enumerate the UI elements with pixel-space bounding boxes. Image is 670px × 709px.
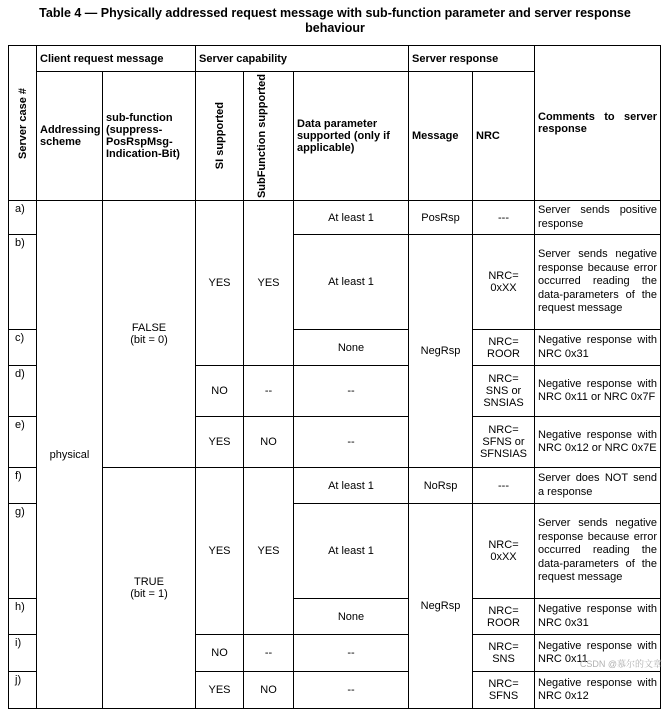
- table-row: [9, 201, 661, 235]
- data-cell: None: [294, 599, 409, 635]
- comment-cell: Server sends positive response: [535, 201, 661, 235]
- header-si-supported: SI supported: [196, 72, 244, 201]
- si-cell: YES: [196, 417, 244, 468]
- comment-cell: Negative response with NRC 0x31: [535, 330, 661, 366]
- data-cell: --: [294, 635, 409, 672]
- addressing-cell: physical: [37, 201, 103, 709]
- case-cell: i): [9, 635, 37, 672]
- comment-cell: Negative response with NRC 0x11: [535, 635, 661, 672]
- case-cell: c): [9, 330, 37, 366]
- message-cell: NegRsp: [409, 504, 473, 709]
- nrc-cell: NRC= SNS: [473, 635, 535, 672]
- case-cell: d): [9, 366, 37, 417]
- si-cell: YES: [196, 672, 244, 709]
- header-addressing: Addressing scheme: [37, 72, 103, 201]
- case-cell: e): [9, 417, 37, 468]
- response-behaviour-table: [8, 45, 661, 709]
- header-client-request: Client request message: [37, 46, 196, 72]
- case-cell: h): [9, 599, 37, 635]
- watermark: CSDN @慕尔的文章: [580, 657, 662, 670]
- sf-cell: YES: [244, 201, 294, 366]
- case-cell: f): [9, 468, 37, 504]
- case-cell: g): [9, 504, 37, 599]
- data-cell: At least 1: [294, 468, 409, 504]
- header-message: Message: [409, 72, 473, 201]
- nrc-cell: NRC= 0xXX: [473, 235, 535, 330]
- subfunction-true-cell: TRUE (bit = 1): [103, 468, 196, 709]
- sf-cell: YES: [244, 468, 294, 635]
- header-subfunction-supported: SubFunction supported: [244, 72, 294, 201]
- comment-cell: Server does NOT send a response: [535, 468, 661, 504]
- nrc-cell: ---: [473, 201, 535, 235]
- header-server-case: Server case #: [9, 46, 37, 201]
- data-cell: At least 1: [294, 504, 409, 599]
- comment-cell: Negative response with NRC 0x11 or NRC 0x7F: [535, 366, 661, 417]
- subfunction-false-cell: FALSE (bit = 0): [103, 201, 196, 468]
- nrc-cell: NRC= SNS or SNSIAS: [473, 366, 535, 417]
- message-cell: NoRsp: [409, 468, 473, 504]
- si-cell: NO: [196, 366, 244, 417]
- header-server-response: Server response: [409, 46, 535, 72]
- data-cell: --: [294, 366, 409, 417]
- data-cell: --: [294, 672, 409, 709]
- sf-cell: NO: [244, 672, 294, 709]
- nrc-cell: NRC= SFNS: [473, 672, 535, 709]
- sf-cell: --: [244, 366, 294, 417]
- comment-cell: Server sends negative response because error occurred reading the data-parameters of the request message: [535, 235, 661, 330]
- data-cell: None: [294, 330, 409, 366]
- data-cell: At least 1: [294, 201, 409, 235]
- case-cell: a): [9, 201, 37, 235]
- comment-cell: Negative response with NRC 0x31: [535, 599, 661, 635]
- nrc-cell: NRC= ROOR: [473, 599, 535, 635]
- table-title-line2: behaviour: [0, 21, 670, 36]
- table-title: [0, 6, 670, 36]
- header-server-capability: Server capability: [196, 46, 409, 72]
- header-data-parameter: Data parameter supported (only if applicable): [294, 72, 409, 201]
- header-nrc: NRC: [473, 72, 535, 201]
- comment-cell: Negative response with NRC 0x12: [535, 672, 661, 709]
- header-subfunction: sub-function (suppress-PosRspMsg-Indication-Bit): [103, 72, 196, 201]
- table-title-line1: Table 4 — Physically addressed request message with sub-function parameter and server response: [0, 6, 670, 21]
- comment-cell: Server sends negative response because error occurred reading the data-parameters of the request message: [535, 504, 661, 599]
- data-cell: At least 1: [294, 235, 409, 330]
- case-cell: j): [9, 672, 37, 709]
- nrc-cell: NRC= SFNS or SFNSIAS: [473, 417, 535, 468]
- si-cell: NO: [196, 635, 244, 672]
- message-cell: PosRsp: [409, 201, 473, 235]
- header-comments: Comments to server response: [535, 46, 661, 201]
- data-cell: --: [294, 417, 409, 468]
- nrc-cell: NRC= ROOR: [473, 330, 535, 366]
- case-cell: b): [9, 235, 37, 330]
- si-cell: YES: [196, 468, 244, 635]
- comment-cell: Negative response with NRC 0x12 or NRC 0x7E: [535, 417, 661, 468]
- si-cell: YES: [196, 201, 244, 366]
- nrc-cell: NRC= 0xXX: [473, 504, 535, 599]
- message-cell: NegRsp: [409, 235, 473, 468]
- table-row: [9, 468, 661, 504]
- sf-cell: NO: [244, 417, 294, 468]
- nrc-cell: ---: [473, 468, 535, 504]
- sf-cell: --: [244, 635, 294, 672]
